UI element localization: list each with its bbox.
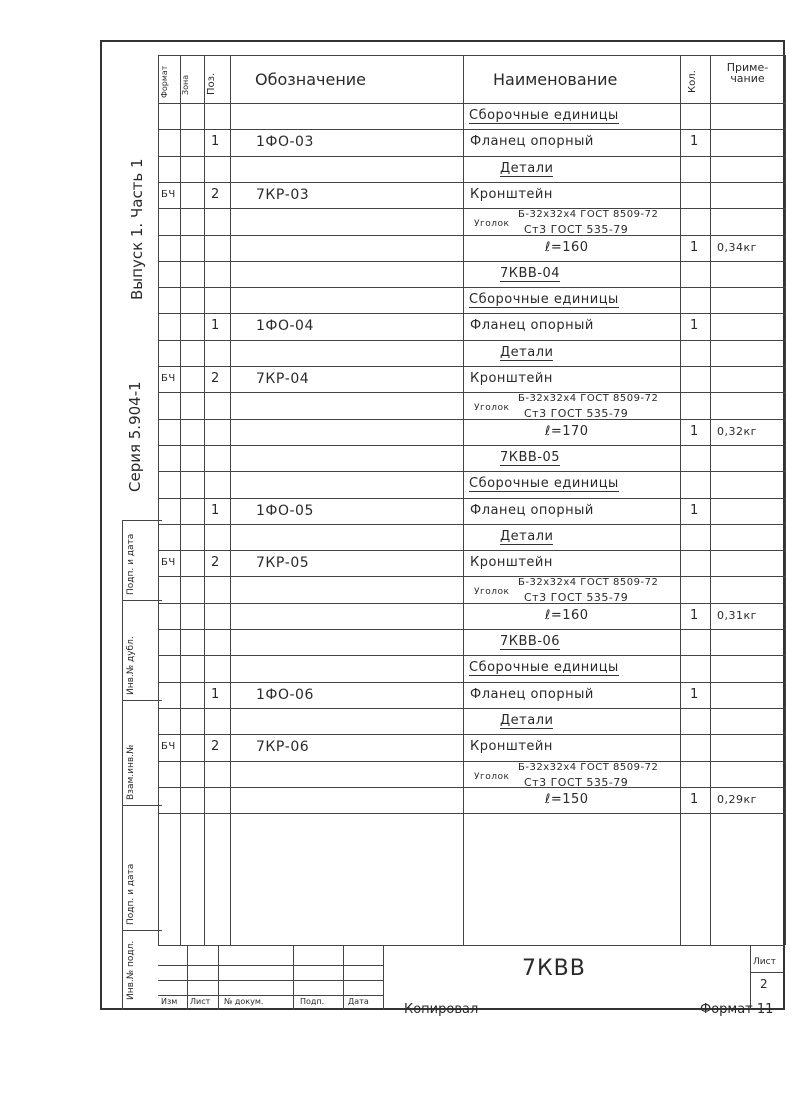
stamp-label: Взам.инв.№ xyxy=(126,744,136,800)
row-name: ℓ=170 xyxy=(545,423,589,439)
row-name: Кронштейн xyxy=(470,186,553,202)
row-designation: 1ФО-05 xyxy=(256,502,314,519)
row-prefix: Уголок xyxy=(474,587,510,598)
copied-label: Копировал xyxy=(404,1002,479,1017)
row-note: 0,29кг xyxy=(717,792,757,806)
row-line xyxy=(158,340,785,341)
sheet-label: Лист xyxy=(753,957,776,967)
column-line xyxy=(785,55,786,945)
row-section-heading: Детали xyxy=(500,712,554,728)
column-line xyxy=(180,55,181,945)
column-line xyxy=(204,55,205,945)
header-zone: Зона xyxy=(181,74,190,95)
row-position: 2 xyxy=(211,186,220,202)
sheet-divider xyxy=(750,972,785,973)
row-note: 0,31кг xyxy=(717,608,757,622)
row-position: 1 xyxy=(211,686,220,702)
row-quantity: 1 xyxy=(690,423,699,439)
row-line xyxy=(158,392,785,393)
row-line xyxy=(158,471,785,472)
row-line xyxy=(158,576,785,577)
header-name: Наименование xyxy=(493,70,618,89)
row-name: Б-32х32х4 ГОСТ 8509-72 xyxy=(518,577,659,589)
column-line xyxy=(680,55,681,945)
row-section-heading: Детали xyxy=(500,528,554,544)
row-quantity: 1 xyxy=(690,239,699,255)
row-line xyxy=(158,419,785,420)
row-designation: 7КР-04 xyxy=(256,371,310,387)
row-line xyxy=(158,313,785,314)
column-line xyxy=(463,55,464,945)
row-note: 0,34кг xyxy=(717,240,757,254)
row-quantity: 1 xyxy=(690,791,699,807)
row-note: 0,32кг xyxy=(717,424,757,438)
row-position: 1 xyxy=(211,502,220,518)
row-name-secondary: Ст3 ГОСТ 535-79 xyxy=(524,223,629,237)
row-line xyxy=(158,734,785,735)
row-prefix: Уголок xyxy=(474,771,510,782)
row-section-heading: Сборочные единицы xyxy=(469,108,619,123)
title-col-label: Изм xyxy=(161,997,178,1006)
row-line xyxy=(158,682,785,683)
row-line xyxy=(158,761,785,762)
row-position: 1 xyxy=(211,318,220,334)
row-line xyxy=(158,498,785,499)
row-section-heading: Детали xyxy=(500,160,554,176)
row-line xyxy=(158,550,785,551)
row-quantity: 1 xyxy=(690,134,699,150)
row-designation: 1ФО-04 xyxy=(256,318,314,335)
header-top-line xyxy=(158,55,785,56)
title-grid-line xyxy=(158,980,383,981)
stamp-label: Инв.№ подл. xyxy=(126,940,136,1000)
row-quantity: 1 xyxy=(690,686,699,702)
row-line xyxy=(158,445,785,446)
row-name: Кронштейн xyxy=(470,555,553,571)
title-block-divider xyxy=(750,945,751,1010)
row-name: Фланец опорный xyxy=(470,318,594,334)
row-line xyxy=(158,655,785,656)
title-grid-line xyxy=(158,965,383,966)
row-line xyxy=(158,629,785,630)
column-line xyxy=(230,55,231,945)
row-quantity: 1 xyxy=(690,318,699,334)
row-format: БЧ xyxy=(161,373,176,384)
row-name: Фланец опорный xyxy=(470,502,594,518)
row-name: Б-32х32х4 ГОСТ 8509-72 xyxy=(518,209,659,221)
row-line xyxy=(158,366,785,367)
header-qty: Кол. xyxy=(687,70,698,93)
stamp-label: Инв.№ дубл. xyxy=(126,636,136,695)
row-line xyxy=(158,708,785,709)
row-name: Кронштейн xyxy=(470,739,553,755)
title-grid-line xyxy=(293,945,294,1010)
row-position: 1 xyxy=(211,134,220,150)
row-designation: 7КР-06 xyxy=(256,739,310,756)
document-designation: 7КВВ xyxy=(522,956,586,981)
row-section-heading: 7КВВ-05 xyxy=(500,449,561,465)
row-designation: 7КР-05 xyxy=(256,555,310,572)
row-designation: 1ФО-03 xyxy=(256,134,314,151)
row-name: ℓ=150 xyxy=(545,791,589,807)
title-block-top xyxy=(158,945,785,946)
header-bottom-line xyxy=(158,103,785,104)
row-position: 2 xyxy=(211,371,220,386)
column-line xyxy=(158,55,159,945)
header-designation: Обозначение xyxy=(255,70,367,89)
row-section-heading: Сборочные единицы xyxy=(469,292,619,308)
row-line xyxy=(158,813,785,814)
row-name: Кронштейн xyxy=(470,371,553,386)
row-section-heading: Сборочные единицы xyxy=(469,660,619,676)
row-name: Б-32х32х4 ГОСТ 8509-72 xyxy=(518,393,659,405)
title-grid-line xyxy=(218,945,219,1010)
row-line xyxy=(158,261,785,262)
row-line xyxy=(158,787,785,788)
row-name-secondary: Ст3 ГОСТ 535-79 xyxy=(524,775,629,789)
row-name: ℓ=160 xyxy=(545,607,589,623)
row-line xyxy=(158,235,785,236)
row-line xyxy=(158,156,785,157)
row-line xyxy=(158,182,785,183)
row-designation: 7КР-03 xyxy=(256,186,310,203)
row-name: Б-32х32х4 ГОСТ 8509-72 xyxy=(518,761,659,773)
column-line xyxy=(710,55,711,945)
header-note: Приме- чание xyxy=(726,61,769,85)
row-line xyxy=(158,208,785,209)
row-line xyxy=(158,524,785,525)
row-name: Фланец опорный xyxy=(470,686,594,702)
title-col-label: Дата xyxy=(348,997,369,1006)
row-quantity: 1 xyxy=(690,502,699,518)
header-pos: Поз. xyxy=(206,72,217,95)
row-position: 2 xyxy=(211,555,220,571)
row-format: БЧ xyxy=(161,188,176,200)
stamp-label: Подп. и дата xyxy=(126,863,136,925)
title-grid-line xyxy=(158,995,383,996)
row-prefix: Уголок xyxy=(474,403,510,414)
row-name: Фланец опорный xyxy=(470,134,594,150)
row-line xyxy=(158,129,785,130)
stamp-label: Подп. и дата xyxy=(126,533,136,595)
row-name-secondary: Ст3 ГОСТ 535-79 xyxy=(524,407,629,421)
row-line xyxy=(158,287,785,288)
row-format: БЧ xyxy=(161,557,176,569)
row-section-heading: 7КВВ-04 xyxy=(500,265,561,281)
row-line xyxy=(158,603,785,604)
title-block-divider xyxy=(383,945,384,1010)
title-grid-line xyxy=(343,945,344,1010)
row-section-heading: 7КВВ-06 xyxy=(500,634,561,649)
row-prefix: Уголок xyxy=(474,219,510,230)
row-quantity: 1 xyxy=(690,607,699,623)
row-name: ℓ=160 xyxy=(545,239,589,255)
issue-label: Выпуск 1. Часть 1 xyxy=(128,158,146,300)
series-label: Серия 5.904-1 xyxy=(126,381,144,492)
header-format: Формат xyxy=(160,65,169,98)
title-grid-line xyxy=(187,945,188,1010)
row-format: БЧ xyxy=(161,741,176,753)
row-position: 2 xyxy=(211,739,220,755)
sheet-number: 2 xyxy=(760,977,768,991)
title-col-label: № докум. xyxy=(224,997,264,1006)
format-label: Формат 11 xyxy=(700,1002,774,1017)
row-section-heading: Сборочные единицы xyxy=(469,476,619,492)
row-section-heading: Детали xyxy=(500,344,554,360)
title-col-label: Лист xyxy=(190,997,211,1006)
row-name-secondary: Ст3 ГОСТ 535-79 xyxy=(524,591,629,605)
title-col-label: Подп. xyxy=(300,997,325,1006)
row-designation: 1ФО-06 xyxy=(256,686,314,703)
